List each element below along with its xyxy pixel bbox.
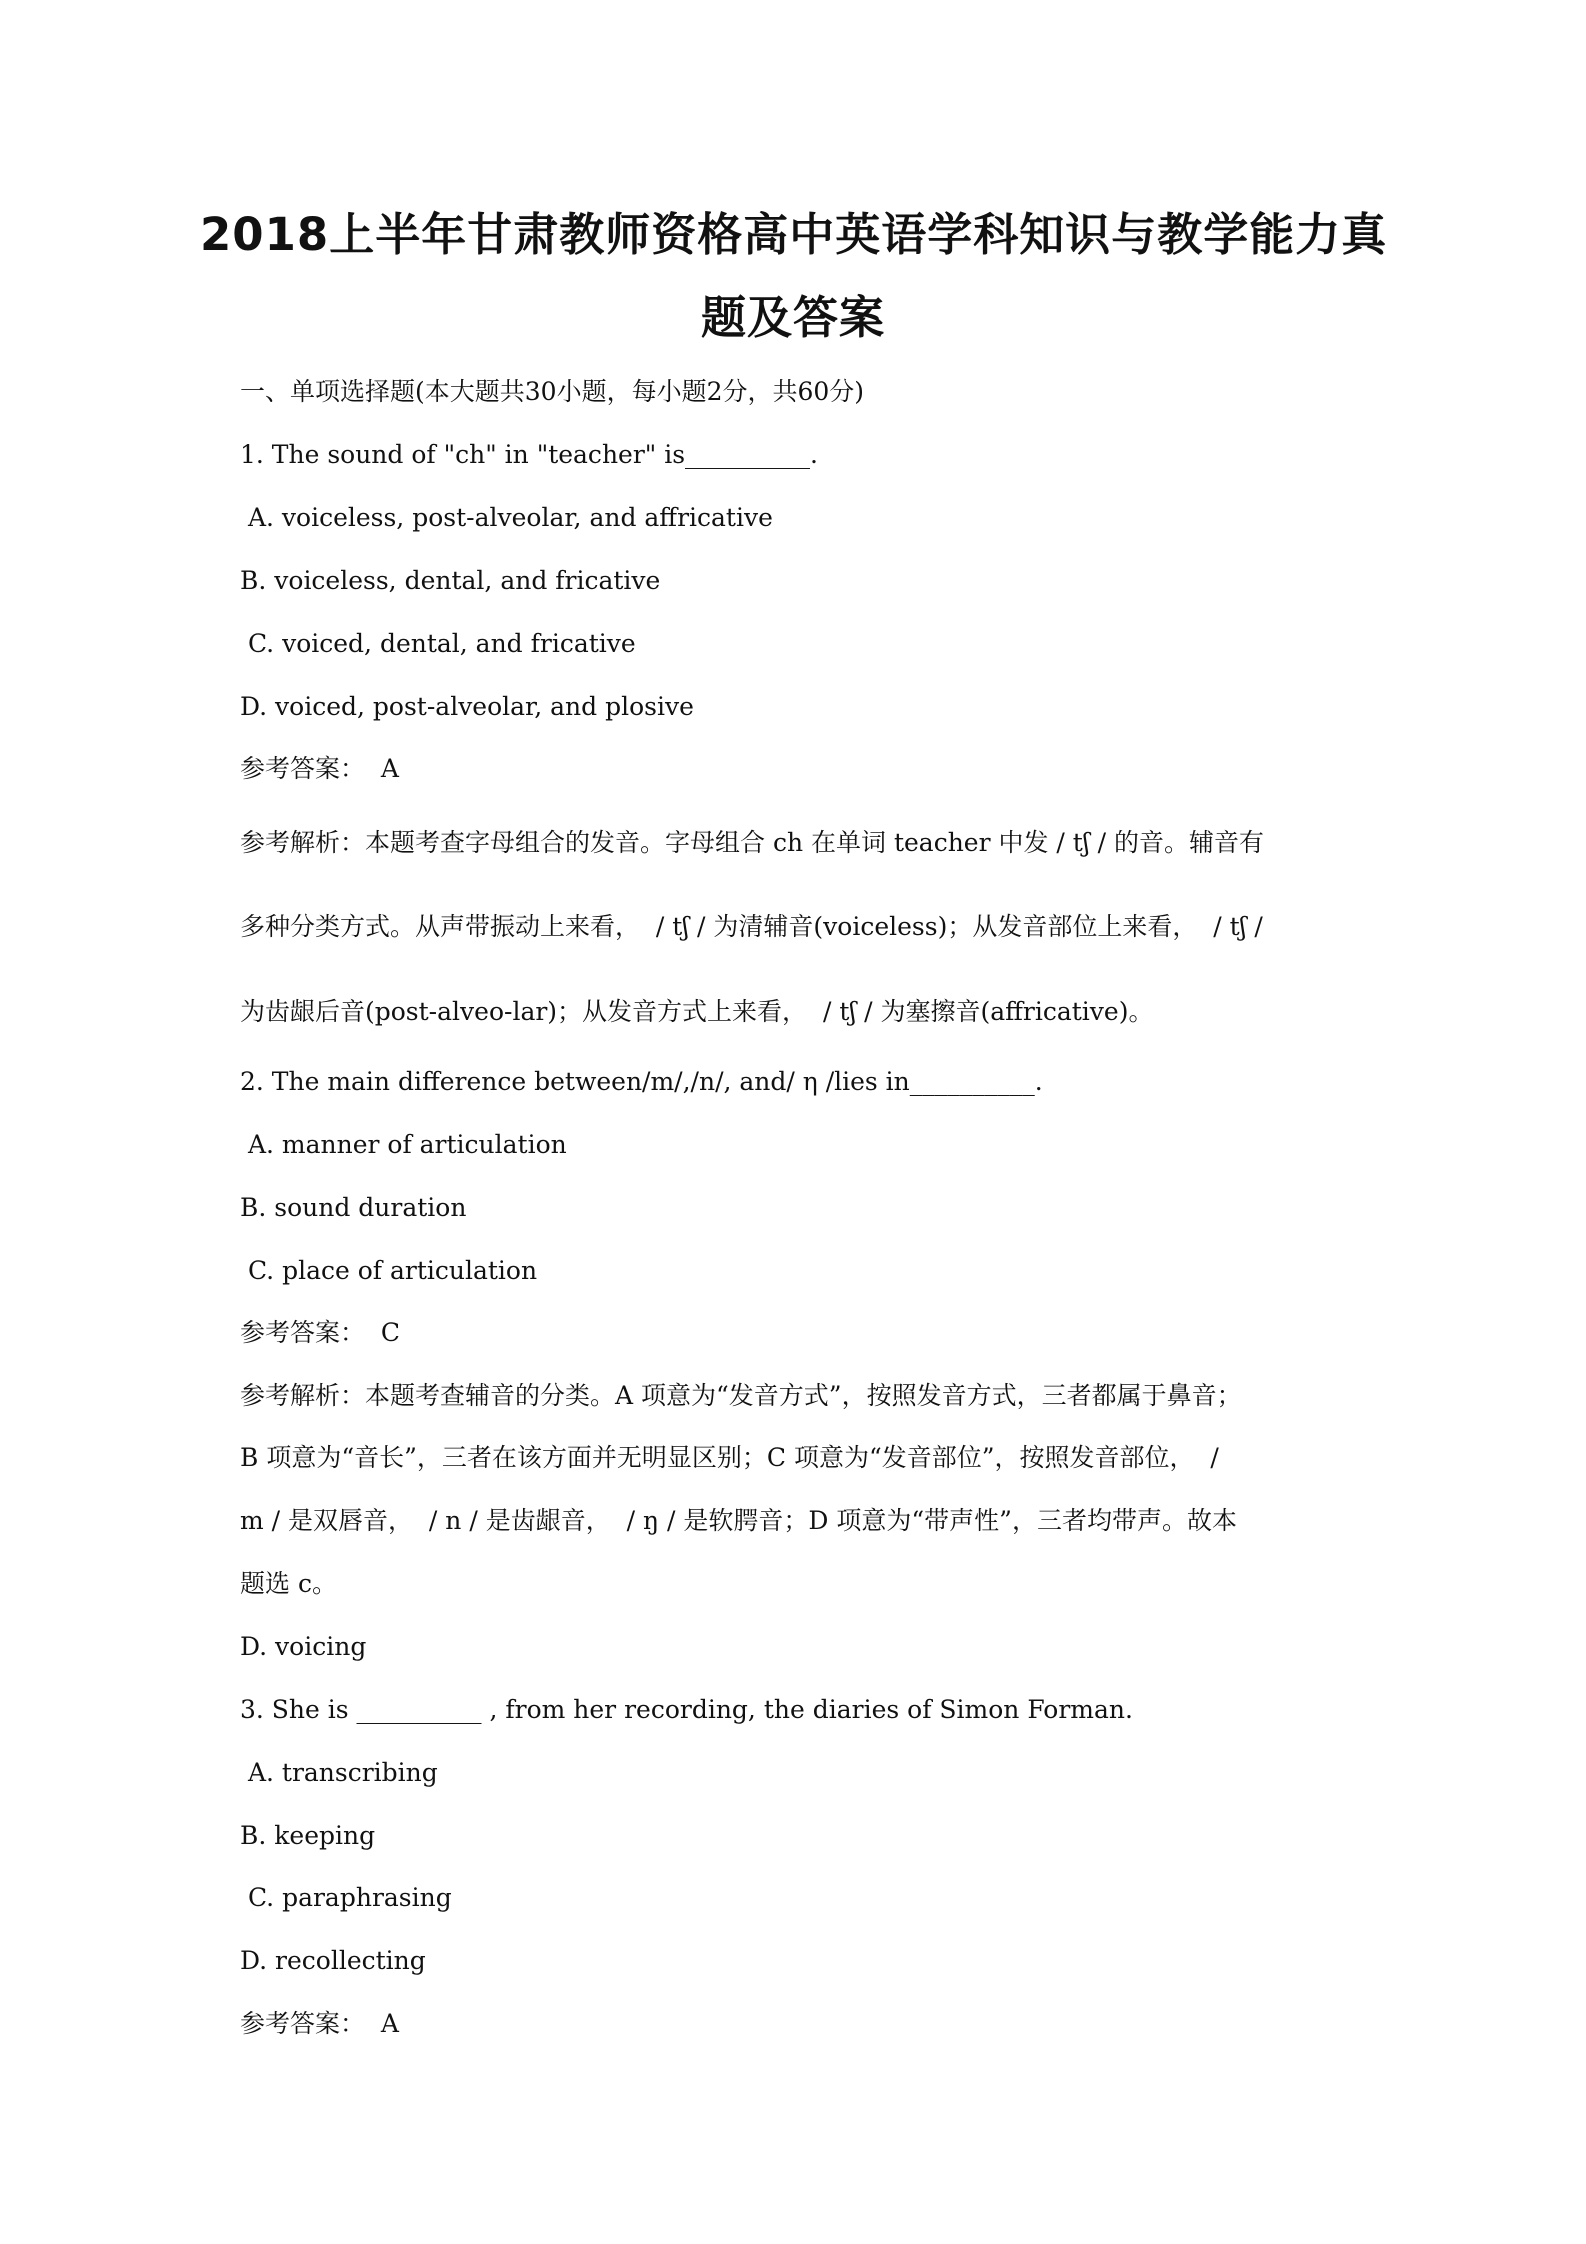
q2-analysis-line-4: 题选 c。 bbox=[240, 1569, 337, 1598]
q1-option-b: B. voiceless, dental, and fricative bbox=[240, 566, 661, 595]
q2-analysis-line-3: m / 是双唇音， / n / 是齿龈音， / ŋ / 是软腭音；D 项意为“带声性”，三者均带声。故本 bbox=[240, 1506, 1237, 1535]
q3-option-a: A. transcribing bbox=[240, 1758, 438, 1787]
q1-analysis-line-2: 多种分类方式。从声带振动上来看， / tʃ / 为清辅音(voiceless)；从发音部位上来看， / tʃ / bbox=[240, 912, 1263, 941]
q3-option-b: B. keeping bbox=[240, 1821, 376, 1850]
q3-option-d: D. recollecting bbox=[240, 1946, 426, 1975]
q2-option-a: A. manner of articulation bbox=[240, 1130, 567, 1159]
question-1: 1. The sound of "ch" in "teacher" is__________. bbox=[240, 440, 819, 469]
q2-option-d: D. voicing bbox=[240, 1632, 367, 1661]
section-heading: 一、单项选择题(本大题共30小题，每小题2分，共60分) bbox=[240, 377, 865, 406]
q1-analysis-line-1: 参考解析：本题考查字母组合的发音。字母组合 ch 在单词 teacher 中发 / tʃ / 的音。辅音有 bbox=[240, 828, 1264, 857]
q1-option-a: A. voiceless, post-alveolar, and affricative bbox=[240, 503, 773, 532]
q2-option-c: C. place of articulation bbox=[240, 1256, 538, 1285]
q1-option-c: C. voiced, dental, and fricative bbox=[240, 629, 636, 658]
q1-answer: 参考答案： A bbox=[240, 754, 399, 783]
question-2: 2. The main difference between/m/,/n/, and/ η /lies in__________. bbox=[240, 1067, 1043, 1096]
q2-answer: 参考答案： C bbox=[240, 1318, 401, 1347]
document-title-line-1: 2018上半年甘肃教师资格高中英语学科知识与教学能力真 bbox=[200, 208, 1388, 261]
question-3: 3. She is __________ , from her recording, the diaries of Simon Forman. bbox=[240, 1695, 1133, 1724]
q3-option-c: C. paraphrasing bbox=[240, 1883, 452, 1912]
q1-option-d: D. voiced, post-alveolar, and plosive bbox=[240, 692, 694, 721]
q2-option-b: B. sound duration bbox=[240, 1193, 467, 1222]
q2-analysis-line-2: B 项意为“音长”，三者在该方面并无明显区别；C 项意为“发音部位”，按照发音部位， / bbox=[240, 1443, 1219, 1472]
document-title-line-2: 题及答案 bbox=[700, 291, 885, 344]
q2-analysis-line-1: 参考解析：本题考查辅音的分类。A 项意为“发音方式”，按照发音方式，三者都属于鼻音； bbox=[240, 1381, 1242, 1410]
q1-analysis-line-3: 为齿龈后音(post-alveo-lar)；从发音方式上来看， / tʃ / 为塞擦音(affricative)。 bbox=[240, 997, 1154, 1026]
q3-answer: 参考答案： A bbox=[240, 2009, 399, 2038]
